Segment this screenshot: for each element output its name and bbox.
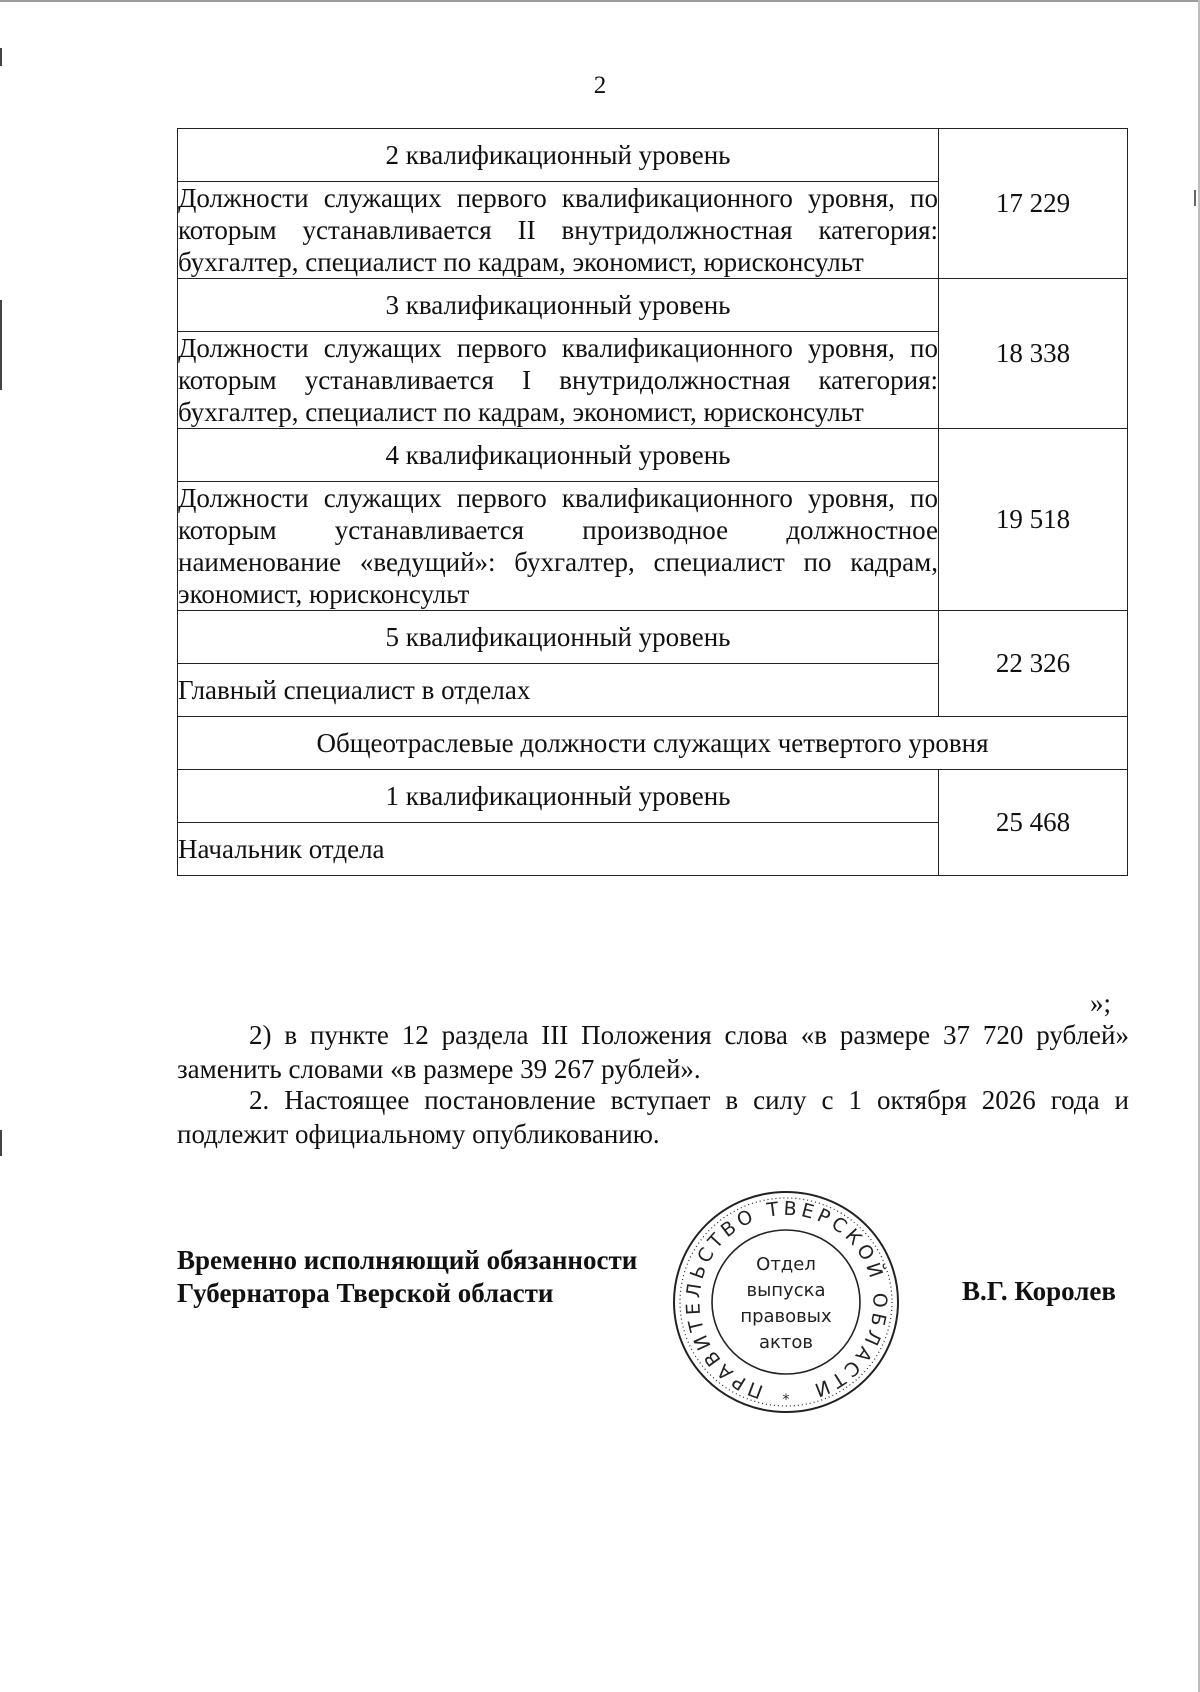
page-number: 2: [593, 72, 607, 99]
qualification-level: 1 квалификационный уровень: [178, 770, 939, 823]
stamp-ring-text: ПРАВИТЕЛЬСТВО ТВЕРСКОЙ ОБЛАСТИ: [682, 1197, 891, 1403]
table-row: [178, 279, 1128, 332]
qualification-level: 2 квалификационный уровень: [178, 129, 939, 182]
table-row: [178, 429, 1128, 482]
scan-margin-mark: [0, 300, 2, 390]
effective-date-paragraph: 2. Настоящее постановление вступает в силу с 1 октября 2026 года и подлежит официальному опубликованию.: [177, 1085, 1129, 1149]
table-row: [178, 717, 1128, 770]
table-row: [178, 129, 1128, 182]
scan-margin-mark: [1194, 190, 1196, 206]
closing-quote: »;: [1090, 988, 1112, 1018]
signatory-name: В.Г. Королев: [962, 1276, 1116, 1306]
position-description: Начальник отдела: [178, 823, 939, 876]
salary-value: 25 468: [939, 770, 1128, 876]
signatory-title-line: Губернатора Тверской области: [177, 1278, 554, 1308]
salary-value: 17 229: [939, 129, 1128, 279]
qualification-level: 4 квалификационный уровень: [178, 429, 939, 482]
stamp-line: актов: [758, 1332, 814, 1353]
signatory-title-line: Временно исполняющий обязанности: [177, 1245, 638, 1275]
salary-value: 19 518: [939, 429, 1128, 611]
stamp-star-icon: *: [782, 1392, 790, 1408]
qualification-level: 3 квалификационный уровень: [178, 279, 939, 332]
salary-value: 18 338: [939, 279, 1128, 429]
amendment-paragraph: 2) в пункте 12 раздела III Положения слова «в размере 37 720 рублей» заменить словами «в размере 39 267 рублей».: [177, 1020, 1129, 1084]
stamp-line: выпуска: [746, 1280, 826, 1301]
official-stamp: [666, 1184, 906, 1420]
scan-margin-mark: [0, 1130, 2, 1156]
position-description: Должности служащих первого квалификационного уровня, по которым устанавливается I внутридолжностная категория: бухгалтер, специалист по кадрам, экономист, юрисконсульт: [178, 333, 938, 427]
salary-value: 22 326: [939, 611, 1128, 717]
signatory-title: [177, 1244, 637, 1310]
salary-table: [177, 128, 1128, 876]
scan-top-edge: [0, 0, 1200, 2]
position-description: Должности служащих первого квалификационного уровня, по которым устанавливается производное должностное наименование «ведущий»: бухгалтер, специалист по кадрам, экономист, юрисконсульт: [178, 483, 938, 609]
position-description: Главный специалист в отделах: [178, 664, 939, 717]
table-row: [178, 770, 1128, 823]
stamp-line: Отдел: [756, 1254, 816, 1275]
table-row: [178, 611, 1128, 664]
position-description: Должности служащих первого квалификационного уровня, по которым устанавливается II внутридолжностная категория: бухгалтер, специалист по кадрам, экономист, юрисконсульт: [178, 183, 938, 277]
stamp-line: правовых: [740, 1306, 832, 1327]
qualification-level: 5 квалификационный уровень: [178, 611, 939, 664]
group-header: Общеотраслевые должности служащих четвертого уровня: [178, 717, 1128, 770]
scan-margin-mark: [0, 48, 2, 66]
